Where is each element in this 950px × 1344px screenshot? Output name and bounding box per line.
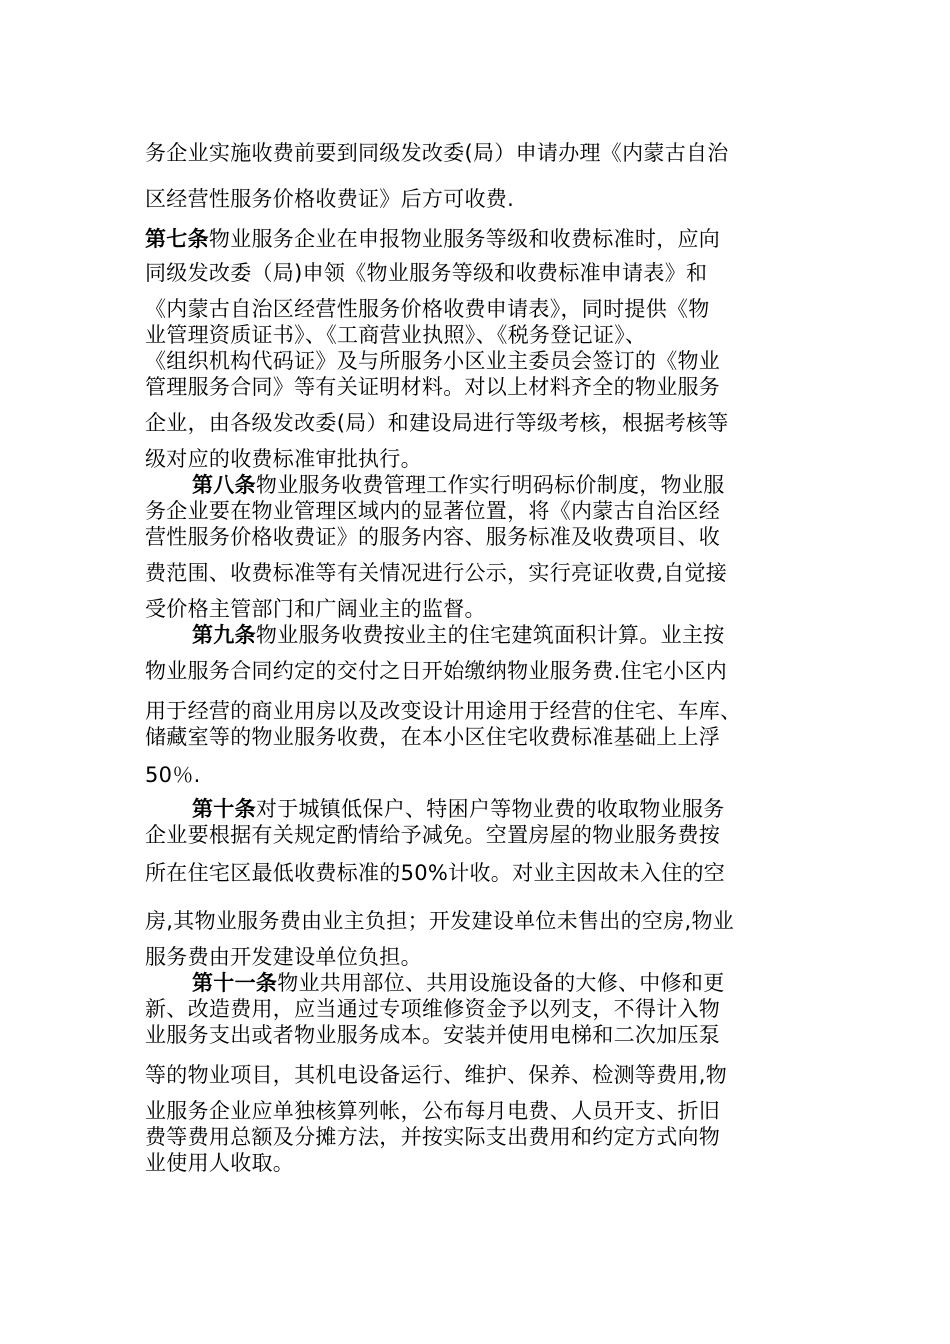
line-text: 50％. [145, 763, 201, 787]
line-text: 级对应的收费标准审批执行。 [145, 447, 422, 471]
line-text: 等的物业项目，其机电设备运行、维护、保养、检测等费用,物 [145, 1063, 728, 1087]
text-line [145, 140, 729, 166]
text-line [145, 724, 720, 750]
text-line [145, 560, 727, 586]
line-text: 务企业要在物业管理区域内的显著位置，将《内蒙古自治区经 [145, 499, 721, 523]
text-line [145, 296, 710, 322]
text-line [145, 498, 720, 524]
article-number: 第十一条 [192, 971, 278, 995]
article-heading-line [192, 796, 725, 822]
text-line [145, 348, 720, 374]
line-text: 企业要根据有关规定酌情给予减免。空置房屋的物业服务费按 [145, 823, 721, 847]
text-line [145, 322, 646, 348]
line-text: 管理服务合同》等有关证明材料。对以上材料齐全的物业服务 [145, 375, 721, 399]
text-line [145, 908, 734, 934]
line-text: 营性服务价格收费证》的服务内容、服务标准及收费项目、收 [145, 525, 721, 549]
line-text: 业服务企业应单独核算列帐，公布每月电费、人员开支、折旧 [145, 1099, 721, 1123]
line-text: 《组织机构代码证》及与所服务小区业主委员会签订的《物业 [145, 349, 721, 373]
article-heading-line [145, 226, 720, 252]
text-line [145, 698, 741, 724]
line-text: 业管理资质证书》、《工商营业执照》、《税务登记证》、 [145, 323, 647, 347]
text-line [145, 1150, 294, 1176]
article-heading-line [192, 472, 725, 498]
line-text: 所在住宅区最低收费标准的50%计收。对业主因故未入住的空 [145, 861, 726, 885]
text-line [145, 186, 514, 212]
text-line [145, 762, 201, 788]
line-text: 受价格主管部门和广阔业主的监督。 [145, 597, 486, 621]
line-text: 《内蒙古自治区经营性服务价格收费申请表》，同时提供《物 [145, 297, 710, 321]
line-text: 物业服务企业在申报物业服务等级和收费标准时，应向 [208, 227, 721, 251]
text-line [145, 658, 727, 684]
text-line [145, 374, 720, 400]
text-line [145, 1098, 720, 1124]
text-line [145, 1022, 720, 1048]
line-text: 物业服务收费按业主的住宅建筑面积计算。业主按 [255, 623, 725, 647]
article-heading-line [192, 970, 725, 996]
line-text: 物业服务收费管理工作实行明码标价制度，物业服 [255, 473, 725, 497]
line-text: 物业共用部位、共用设施设备的大修、中修和更 [277, 971, 725, 995]
line-text: 企业，由各级发改委(局）和建设局进行等级考核，根据考核等 [145, 411, 729, 435]
article-number: 第七条 [145, 227, 209, 251]
text-line [145, 822, 720, 848]
text-line [145, 944, 422, 970]
line-text: 费范围、收费标准等有关情况进行公示，实行亮证收费,自觉接 [145, 561, 728, 585]
line-text: 房,其物业服务费由业主负担；开发建设单位未售出的空房,物业 [145, 909, 735, 933]
line-text: 区经营性服务价格收费证》后方可收费. [145, 187, 515, 211]
line-text: 业服务支出或者物业服务成本。安装并使用电梯和二次加压泵 [145, 1023, 721, 1047]
text-line [145, 446, 422, 472]
line-text: 新、改造费用，应当通过专项维修资金予以列支，不得计入物 [145, 997, 721, 1021]
article-heading-line [192, 622, 725, 648]
line-text: 费等费用总额及分摊方法，并按实际支出费用和约定方式向物 [145, 1125, 721, 1149]
text-line [145, 996, 720, 1022]
text-line [145, 410, 729, 436]
article-number: 第十条 [192, 797, 256, 821]
line-text: 同级发改委（局)申领《物业服务等级和收费标准申请表》和 [145, 261, 708, 285]
line-text: 务企业实施收费前要到同级发改委(局）申请办理《内蒙古自治 [145, 141, 729, 165]
text-line [145, 596, 486, 622]
line-text: 服务费由开发建设单位负担。 [145, 945, 422, 969]
text-line [145, 1062, 727, 1088]
text-line [145, 1124, 720, 1150]
line-text: 储藏室等的物业服务收费，在本小区住宅收费标准基础上上浮 [145, 725, 721, 749]
text-line [145, 860, 725, 886]
line-text: 物业服务合同约定的交付之日开始缴纳物业服务费.住宅小区内 [145, 659, 728, 683]
article-number: 第八条 [192, 473, 256, 497]
text-line [145, 524, 720, 550]
text-line [145, 260, 707, 286]
line-text: 用于经营的商业用房以及改变设计用途用于经营的住宅、车库、 [145, 699, 742, 723]
line-text: 业使用人收取。 [145, 1151, 295, 1175]
article-number: 第九条 [192, 623, 256, 647]
line-text: 对于城镇低保户、特困户等物业费的收取物业服务 [255, 797, 725, 821]
